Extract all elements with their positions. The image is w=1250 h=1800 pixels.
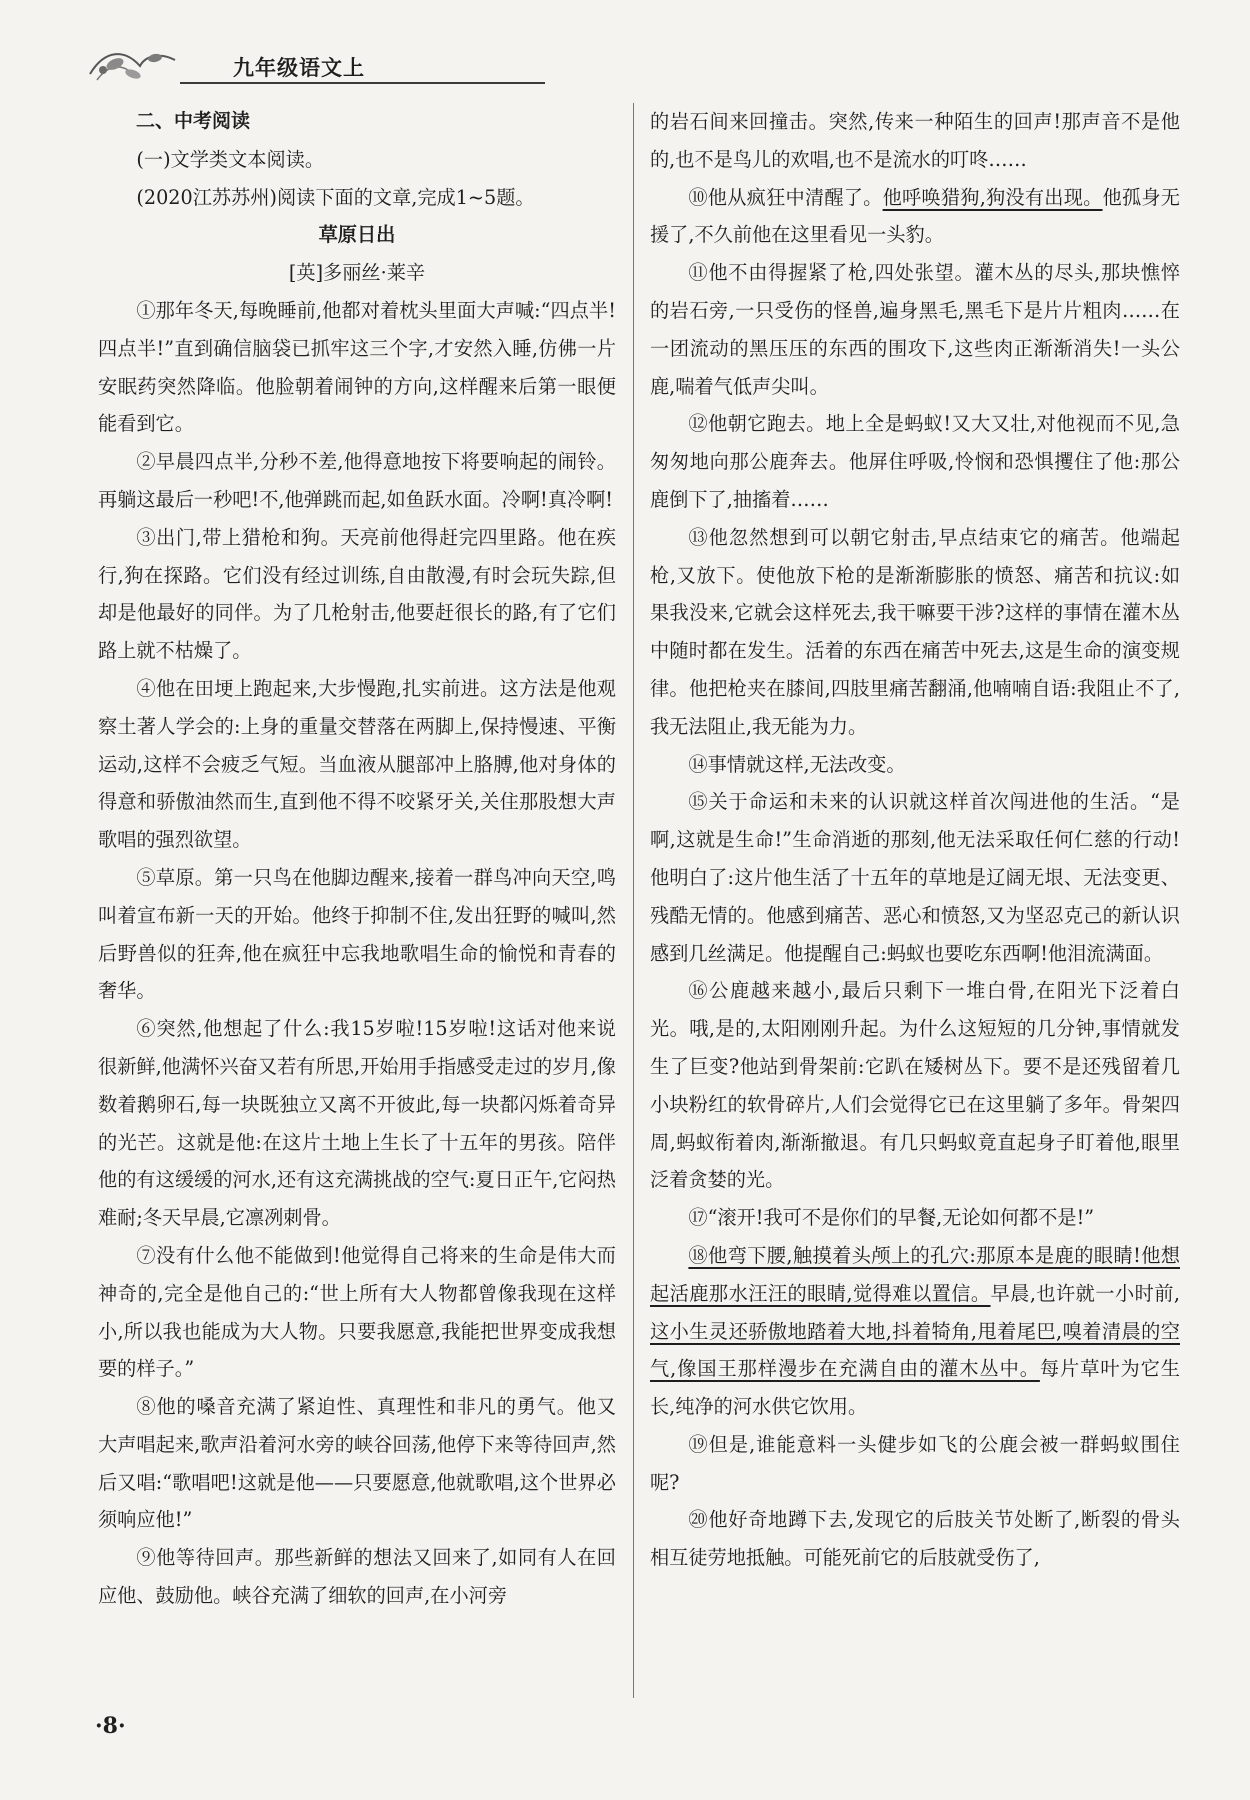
underlined-sentence: 他呼唤猎狗,狗没有出现。 xyxy=(882,185,1103,209)
column-divider xyxy=(633,103,634,1698)
paragraph: ⑤草原。第一只鸟在他脚边醒来,接着一群鸟冲向天空,鸣叫着宣布新一天的开始。他终于抑制不住,发出狂野的喊叫,然后野兽似的狂奔,他在疯狂中忘我地歌唱生命的愉悦和青春的奢华。 xyxy=(98,865,616,1003)
article-author: [英]多丽丝·莱辛 xyxy=(288,261,426,285)
floral-ornament-icon xyxy=(85,44,185,90)
paragraph: ⑲但是,谁能意料一头健步如飞的公鹿会被一群蚂蚁围住呢? xyxy=(650,1432,1180,1494)
paragraph: ①那年冬天,每晚睡前,他都对着枕头里面大声喊:“四点半!四点半!”直到确信脑袋已抓牢这三个字,才安然入睡,仿佛一片安眠药突然降临。他脸朝着闹钟的方向,这样醒来后第一眼便能看到它。 xyxy=(98,298,616,436)
paragraph-continuation: 的岩石间来回撞击。突然,传来一种陌生的回声!那声音不是他的,也不是鸟儿的欢唱,也不是流水的叮咚…… xyxy=(650,110,1180,171)
paragraph: ④他在田埂上跑起来,大步慢跑,扎实前进。这方法是他观察土著人学会的:上身的重量交替落在两脚上,保持慢速、平衡运动,这样不会疲乏气短。当血液从腿部冲上胳膊,他对身体的得意和骄傲油然而生,直到他不得不咬紧牙关,关住那股想大声歌唱的强烈欲望。 xyxy=(98,676,616,852)
paragraph: ⑯公鹿越来越小,最后只剩下一堆白骨,在阳光下泛着白光。哦,是的,太阳刚刚升起。为什么这短短的几分钟,事情就发生了巨变?他站到骨架前:它趴在矮树丛下。要不是还残留着几小块粉红的软骨碎片,人们会觉得它已在这里躺了多年。骨架四周,蚂蚁衔着肉,渐渐撤退。有几只蚂蚁竟直起身子盯着他,眼里泛着贪婪的光。 xyxy=(650,979,1180,1192)
paragraph: ②早晨四点半,分秒不差,他得意地按下将要响起的闹铃。再躺这最后一秒吧!不,他弹跳而起,如鱼跃水面。冷啊!真冷啊! xyxy=(98,450,616,511)
reading-instruction: (2020江苏苏州)阅读下面的文章,完成1~5题。 xyxy=(136,185,535,209)
paragraph: ⑧他的嗓音充满了紧迫性、真理性和非凡的勇气。他又大声唱起来,歌声沿着河水旁的峡谷回荡,他停下来等待回声,然后又唱:“歌唱吧!这就是他——只要愿意,他就歌唱,这个世界必须响应他!” xyxy=(98,1395,616,1532)
book-title: 九年级语文上 xyxy=(233,56,365,80)
underlined-sentence: 这小生灵还骄傲地踏着大地,抖着犄角,甩着尾巴,嗅着清晨的空气,像国王那样漫步在充满自由的灌木丛中。 xyxy=(650,1319,1180,1381)
header-rule xyxy=(180,82,545,84)
paragraph-10 xyxy=(650,179,1180,255)
paragraph: ⑭事情就这样,无法改变。 xyxy=(688,752,906,776)
paragraph: ③出门,带上猎枪和狗。天亮前他得赶完四里路。他在疾行,狗在探路。它们没有经过训练,自由散漫,有时会玩失踪,但却是他最好的同伴。为了几枪射击,他要赶很长的路,有了它们路上就不枯燥了。 xyxy=(98,525,616,663)
section-subheading: (一)文学类文本阅读。 xyxy=(136,147,325,171)
paragraph: ⑮关于命运和未来的认识就这样首次闯进他的生活。“是啊,这就是生命!”生命消逝的那刻,他无法采取任何仁慈的行动!他明白了:这片他生活了十五年的草地是辽阔无垠、无法变更、残酷无情的。他感到痛苦、恶心和愤怒,又为坚忍克己的新认识感到几丝满足。他提醒自己:蚂蚁也要吃东西啊!他泪流满面。 xyxy=(650,790,1180,965)
page-header xyxy=(85,44,465,92)
paragraph: ⑥突然,他想起了什么:我15岁啦!15岁啦!这话对他来说很新鲜,他满怀兴奋又若有所思,开始用手指感受走过的岁月,像数着鹅卵石,每一块既独立又离不开彼此,每一块都闪烁着奇异的光芒。这就是他:在这片土地上生长了十五年的男孩。陪伴他的有这缓缓的河水,还有这充满挑战的空气:夏日正午,它闷热难耐;冬天早晨,它凛冽刺骨。 xyxy=(98,1017,616,1230)
paragraph: ⑪他不由得握紧了枪,四处张望。灌木丛的尽头,那块憔悴的岩石旁,一只受伤的怪兽,遍身黑毛,黑毛下是片片粗肉……在一团流动的黑压压的东西的围攻下,这些肉正渐渐消失!一头公鹿,喘着气低声尖叫。 xyxy=(650,261,1180,398)
p10-text: 他孤身无援了,不久前他在这里看见一头豹。 xyxy=(650,185,1180,247)
paragraph: ⑳他好奇地蹲下去,发现它的后肢关节处断了,断裂的骨头相互徒劳地抵触。可能死前它的后肢就受伤了, xyxy=(650,1508,1180,1570)
paragraph: ⑦没有什么他不能做到!他觉得自己将来的生命是伟大而神奇的,完全是他自己的:“世上所有大人物都曾像我现在这样小,所以我也能成为大人物。只要我愿意,我能把世界变成我想要的样子。” xyxy=(98,1243,616,1381)
section-heading: 二、中考阅读 xyxy=(136,110,251,132)
underlined-sentence: ⑱他弯下腰,触摸着头颅上的孔穴:那原本是鹿的眼睛!他想起活鹿那水汪汪的眼睛,觉得难以置信。 xyxy=(650,1243,1180,1305)
article-title: 草原日出 xyxy=(318,223,396,247)
paragraph: ⑨他等待回声。那些新鲜的想法又回来了,如同有人在回应他、鼓励他。峡谷充满了细软的回声,在小河旁 xyxy=(98,1546,616,1608)
p10-text: ⑩他从疯狂中清醒了。 xyxy=(688,185,883,209)
p18-text: 每片草叶为它生长,纯净的河水供它饮用。 xyxy=(650,1357,1180,1419)
page-number: ·8· xyxy=(95,1713,126,1739)
paragraph: ⑬他忽然想到可以朝它射击,早点结束它的痛苦。他端起枪,又放下。使他放下枪的是渐渐膨胀的愤怒、痛苦和抗议:如果我没来,它就会这样死去,我干嘛要干涉?这样的事情在灌木丛中随时都在发生。活着的东西在痛苦中死去,这是生命的演变规律。他把枪夹在膝间,四肢里痛苦翻涌,他喃喃自语:我阻止不了,我无法阻止,我无能为力。 xyxy=(650,525,1180,738)
right-column xyxy=(650,103,1180,1577)
p18-text: 早晨,也许就一小时前, xyxy=(990,1281,1180,1305)
paragraph: ⑰“滚开!我可不是你们的早餐,无论如何都不是!” xyxy=(688,1206,1095,1230)
left-column xyxy=(98,103,616,1615)
paragraph-18 xyxy=(650,1237,1180,1426)
paragraph: ⑫他朝它跑去。地上全是蚂蚁!又大又壮,对他视而不见,急匆匆地向那公鹿奔去。他屏住呼吸,怜悯和恐惧攫住了他:那公鹿倒下了,抽搐着…… xyxy=(650,412,1180,511)
